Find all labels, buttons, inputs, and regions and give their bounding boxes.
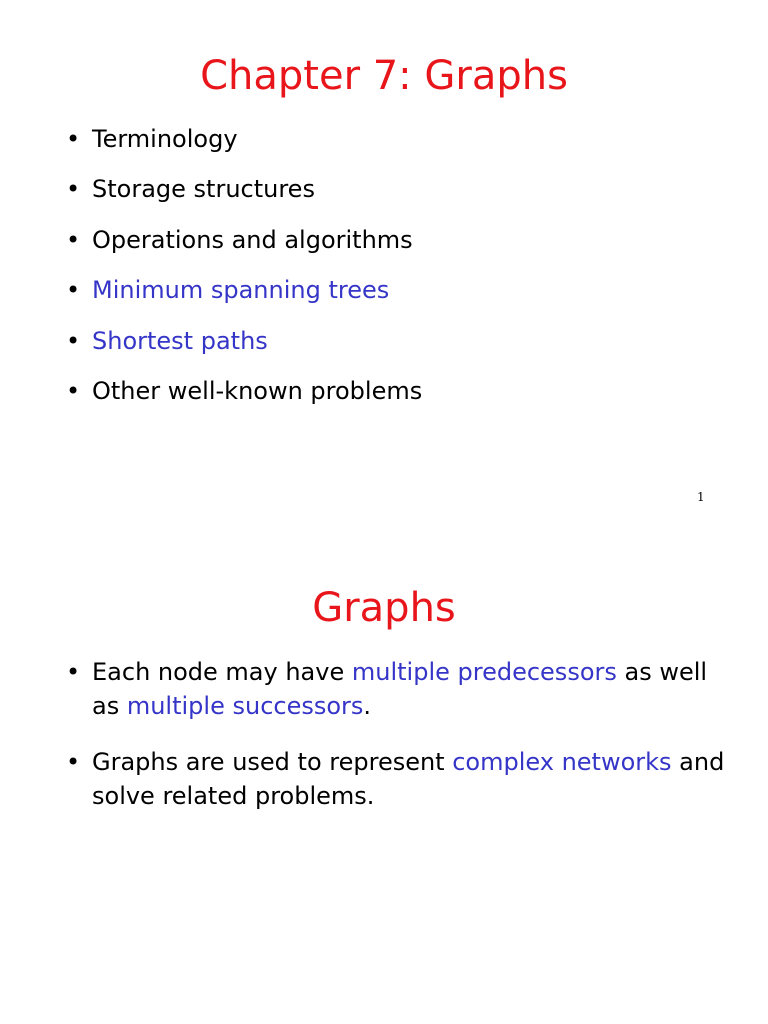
bullet-icon: • <box>66 748 81 776</box>
bullet-text-highlighted: Shortest paths <box>92 326 268 355</box>
bullet-list <box>66 655 728 835</box>
bullet-text-part: and solve related problems. <box>92 748 725 810</box>
bullet-icon: • <box>66 376 81 405</box>
bullet-text: Storage structures <box>92 175 315 204</box>
bullet-text: Other well-known problems <box>92 376 423 405</box>
bullet-icon: • <box>66 326 81 355</box>
bullet-text: Terminology <box>92 125 238 153</box>
bullet-item-storage-structures <box>66 172 728 222</box>
bullet-item-predecessors-successors <box>66 655 728 723</box>
bullet-icon: • <box>66 125 81 153</box>
bullet-icon: • <box>66 225 81 254</box>
bullet-item-operations <box>66 223 728 273</box>
slide-title: Graphs <box>312 585 456 631</box>
bullet-text-highlighted: Minimum spanning trees <box>92 276 390 305</box>
bullet-text-highlighted: complex networks <box>452 748 672 776</box>
bullet-text-highlighted: multiple successors <box>126 692 364 720</box>
slide-title: Chapter 7: Graphs <box>200 53 568 99</box>
bullet-icon: • <box>66 658 81 686</box>
bullet-list <box>66 122 728 424</box>
bullet-text-part: Each node may have <box>92 658 352 686</box>
bullet-text-highlighted: multiple predecessors <box>351 658 617 686</box>
bullet-text-part: . <box>363 692 372 720</box>
bullet-item-other-problems <box>66 374 728 424</box>
bullet-icon: • <box>66 175 81 204</box>
page-number: 1 <box>697 490 705 504</box>
bullet-item-shortest-paths <box>66 324 728 374</box>
bullet-text: Operations and algorithms <box>92 225 413 254</box>
bullet-item-terminology <box>66 122 728 172</box>
slide-2 <box>0 512 768 1024</box>
bullet-item-minimum-spanning-trees <box>66 273 728 323</box>
bullet-item-complex-networks <box>66 745 728 813</box>
bullet-icon: • <box>66 276 81 305</box>
bullet-text-part: as well as <box>92 658 708 720</box>
bullet-text-part: Graphs are used to represent <box>92 748 453 776</box>
